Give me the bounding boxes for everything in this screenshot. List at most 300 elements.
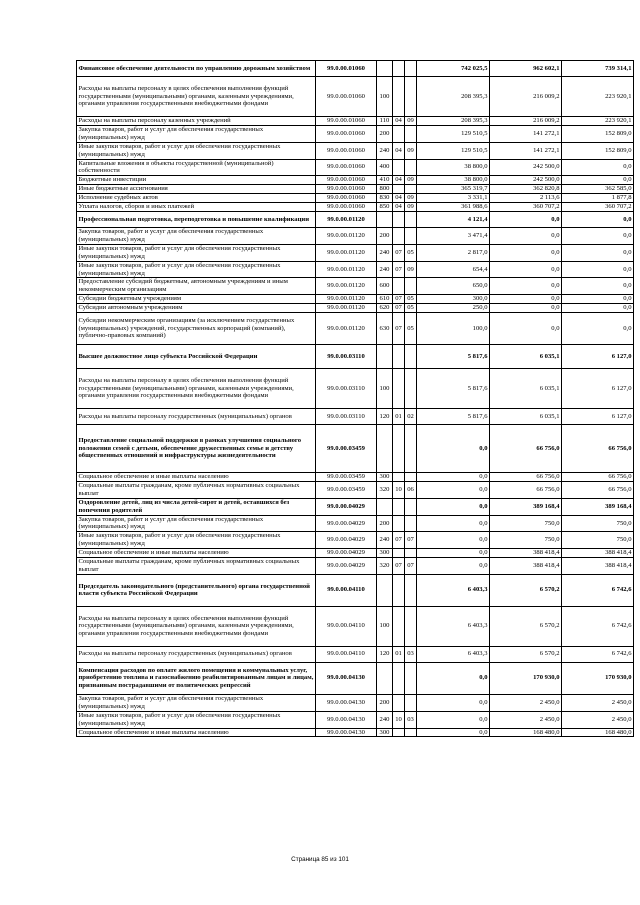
budget-table bbox=[76, 60, 634, 737]
row-section: 07 bbox=[393, 304, 405, 313]
row-value-year-1: 129 510,5 bbox=[417, 142, 490, 159]
row-value-year-1: 5 817,6 bbox=[417, 345, 490, 369]
row-section: 10 bbox=[393, 481, 405, 498]
row-name: Расходы на выплаты персоналу государственных (муниципальных) органов bbox=[77, 409, 316, 425]
row-expense-type: 240 bbox=[377, 244, 393, 261]
row-subsection: 09 bbox=[405, 203, 417, 212]
row-value-year-3: 0,0 bbox=[562, 295, 634, 304]
row-expense-type: 110 bbox=[377, 117, 393, 126]
row-value-year-2: 66 756,0 bbox=[490, 425, 562, 473]
row-value-year-2: 6 570,2 bbox=[490, 646, 562, 662]
table-row bbox=[77, 185, 634, 194]
row-name: Исполнение судебных актов bbox=[77, 194, 316, 203]
row-target-code: 99.0.00.01060 bbox=[316, 125, 377, 142]
row-section bbox=[393, 211, 405, 227]
row-value-year-3: 362 585,0 bbox=[562, 185, 634, 194]
row-section bbox=[393, 278, 405, 295]
table-row bbox=[77, 425, 634, 473]
row-section: 07 bbox=[393, 313, 405, 345]
row-subsection bbox=[405, 425, 417, 473]
budget-table-sheet bbox=[76, 60, 638, 737]
row-section bbox=[393, 369, 405, 409]
row-name: Закупка товаров, работ и услуг для обеспечения государственных (муниципальных) нужд bbox=[77, 227, 316, 244]
row-expense-type bbox=[377, 498, 393, 515]
row-value-year-2: 242 500,0 bbox=[490, 159, 562, 176]
table-row bbox=[77, 304, 634, 313]
row-target-code: 99.0.00.04029 bbox=[316, 532, 377, 549]
row-value-year-2: 6 035,1 bbox=[490, 369, 562, 409]
row-value-year-3: 152 809,0 bbox=[562, 142, 634, 159]
table-row bbox=[77, 558, 634, 575]
row-expense-type bbox=[377, 211, 393, 227]
row-value-year-2: 66 756,0 bbox=[490, 481, 562, 498]
row-expense-type: 120 bbox=[377, 409, 393, 425]
row-value-year-1: 0,0 bbox=[417, 728, 490, 737]
row-value-year-2: 0,0 bbox=[490, 278, 562, 295]
row-value-year-2: 360 707,2 bbox=[490, 203, 562, 212]
row-value-year-3: 360 707,2 bbox=[562, 203, 634, 212]
row-value-year-1: 6 403,3 bbox=[417, 574, 490, 606]
row-expense-type: 100 bbox=[377, 606, 393, 646]
row-subsection: 03 bbox=[405, 646, 417, 662]
row-value-year-3: 66 756,0 bbox=[562, 473, 634, 482]
row-value-year-1: 300,0 bbox=[417, 295, 490, 304]
row-expense-type: 200 bbox=[377, 515, 393, 532]
row-expense-type: 200 bbox=[377, 227, 393, 244]
row-target-code: 99.0.00.01060 bbox=[316, 176, 377, 185]
row-name: Социальные выплаты гражданам, кроме публичных нормативных социальных выплат bbox=[77, 558, 316, 575]
table-row bbox=[77, 481, 634, 498]
row-value-year-1: 0,0 bbox=[417, 481, 490, 498]
row-subsection: 05 bbox=[405, 304, 417, 313]
row-value-year-1: 0,0 bbox=[417, 662, 490, 694]
row-subsection bbox=[405, 125, 417, 142]
row-section bbox=[393, 77, 405, 117]
row-value-year-2: 388 418,4 bbox=[490, 549, 562, 558]
table-row bbox=[77, 646, 634, 662]
row-value-year-1: 38 800,0 bbox=[417, 176, 490, 185]
row-expense-type: 200 bbox=[377, 694, 393, 711]
row-value-year-2: 0,0 bbox=[490, 295, 562, 304]
row-value-year-3: 6 742,6 bbox=[562, 646, 634, 662]
row-name: Финансовое обеспечение деятельности по управлению дорожным хозяйством bbox=[77, 61, 316, 77]
row-value-year-1: 100,0 bbox=[417, 313, 490, 345]
page-number: Страница 85 из 101 bbox=[291, 856, 349, 863]
row-value-year-2: 389 168,4 bbox=[490, 498, 562, 515]
row-value-year-1: 208 395,3 bbox=[417, 117, 490, 126]
row-value-year-1: 0,0 bbox=[417, 711, 490, 728]
row-name: Председатель законодательного (представительного) органа государственной власти субъекта Российской Федерации bbox=[77, 574, 316, 606]
row-expense-type: 320 bbox=[377, 481, 393, 498]
row-target-code: 99.0.00.01060 bbox=[316, 159, 377, 176]
row-expense-type: 240 bbox=[377, 142, 393, 159]
row-value-year-3: 0,0 bbox=[562, 304, 634, 313]
row-value-year-3: 0,0 bbox=[562, 211, 634, 227]
row-section bbox=[393, 606, 405, 646]
row-expense-type: 620 bbox=[377, 304, 393, 313]
row-expense-type: 600 bbox=[377, 278, 393, 295]
row-section: 01 bbox=[393, 409, 405, 425]
row-value-year-1: 3 471,4 bbox=[417, 227, 490, 244]
table-row bbox=[77, 498, 634, 515]
row-target-code: 99.0.00.04110 bbox=[316, 606, 377, 646]
table-row bbox=[77, 549, 634, 558]
row-value-year-1: 38 800,0 bbox=[417, 159, 490, 176]
row-value-year-1: 6 403,3 bbox=[417, 606, 490, 646]
row-name: Иные закупки товаров, работ и услуг для обеспечения государственных (муниципальных) нужд bbox=[77, 261, 316, 278]
row-name: Иные закупки товаров, работ и услуг для обеспечения государственных (муниципальных) нужд bbox=[77, 532, 316, 549]
table-row bbox=[77, 194, 634, 203]
row-subsection: 02 bbox=[405, 409, 417, 425]
row-expense-type: 100 bbox=[377, 77, 393, 117]
row-section bbox=[393, 728, 405, 737]
row-value-year-2: 0,0 bbox=[490, 261, 562, 278]
row-value-year-2: 66 756,0 bbox=[490, 473, 562, 482]
row-value-year-1: 650,0 bbox=[417, 278, 490, 295]
row-subsection bbox=[405, 211, 417, 227]
row-value-year-3: 2 450,0 bbox=[562, 694, 634, 711]
table-row bbox=[77, 711, 634, 728]
row-target-code: 99.0.00.04110 bbox=[316, 646, 377, 662]
row-expense-type: 300 bbox=[377, 728, 393, 737]
row-value-year-1: 742 025,5 bbox=[417, 61, 490, 77]
table-row bbox=[77, 345, 634, 369]
table-row bbox=[77, 244, 634, 261]
row-target-code: 99.0.00.01060 bbox=[316, 203, 377, 212]
row-name: Расходы на выплаты персоналу казенных учреждений bbox=[77, 117, 316, 126]
row-name: Закупка товаров, работ и услуг для обеспечения государственных (муниципальных) нужд bbox=[77, 515, 316, 532]
row-section bbox=[393, 662, 405, 694]
row-subsection bbox=[405, 345, 417, 369]
row-section: 04 bbox=[393, 203, 405, 212]
row-name: Субсидии бюджетным учреждениям bbox=[77, 295, 316, 304]
table-row bbox=[77, 176, 634, 185]
row-target-code: 99.0.00.01120 bbox=[316, 211, 377, 227]
row-target-code: 99.0.00.01120 bbox=[316, 304, 377, 313]
row-expense-type: 830 bbox=[377, 194, 393, 203]
row-target-code: 99.0.00.04029 bbox=[316, 549, 377, 558]
row-value-year-2: 2 113,6 bbox=[490, 194, 562, 203]
row-value-year-3: 1 877,8 bbox=[562, 194, 634, 203]
row-value-year-3: 0,0 bbox=[562, 313, 634, 345]
row-subsection bbox=[405, 278, 417, 295]
row-value-year-3: 750,0 bbox=[562, 515, 634, 532]
row-section bbox=[393, 473, 405, 482]
row-subsection: 05 bbox=[405, 295, 417, 304]
row-target-code: 99.0.00.01120 bbox=[316, 261, 377, 278]
row-value-year-3: 0,0 bbox=[562, 176, 634, 185]
row-value-year-3: 388 418,4 bbox=[562, 558, 634, 575]
row-subsection bbox=[405, 473, 417, 482]
row-name: Профессиональная подготовка, переподготовка и повышение квалификации bbox=[77, 211, 316, 227]
table-row bbox=[77, 728, 634, 737]
table-row bbox=[77, 574, 634, 606]
row-value-year-1: 5 817,6 bbox=[417, 369, 490, 409]
row-value-year-2: 141 272,1 bbox=[490, 142, 562, 159]
row-value-year-1: 208 395,3 bbox=[417, 77, 490, 117]
row-section: 07 bbox=[393, 261, 405, 278]
row-subsection bbox=[405, 694, 417, 711]
row-target-code: 99.0.00.04110 bbox=[316, 574, 377, 606]
row-subsection bbox=[405, 728, 417, 737]
row-value-year-2: 750,0 bbox=[490, 515, 562, 532]
row-target-code: 99.0.00.03110 bbox=[316, 345, 377, 369]
row-value-year-2: 6 035,1 bbox=[490, 345, 562, 369]
row-expense-type: 850 bbox=[377, 203, 393, 212]
row-name: Закупка товаров, работ и услуг для обеспечения государственных (муниципальных) нужд bbox=[77, 125, 316, 142]
row-section bbox=[393, 227, 405, 244]
row-expense-type: 120 bbox=[377, 646, 393, 662]
table-body bbox=[77, 61, 634, 737]
row-name: Расходы на выплаты персоналу в целях обеспечения выполнения функций государственными (муниципальными) органами, казенными учреждениями, органами управления государственными внебюджетными фондами bbox=[77, 606, 316, 646]
row-subsection: 05 bbox=[405, 244, 417, 261]
row-value-year-3: 0,0 bbox=[562, 278, 634, 295]
row-section: 04 bbox=[393, 194, 405, 203]
row-expense-type: 240 bbox=[377, 261, 393, 278]
row-section: 04 bbox=[393, 117, 405, 126]
row-value-year-3: 6 127,0 bbox=[562, 369, 634, 409]
row-name: Расходы на выплаты персоналу в целях обеспечения выполнения функций государственными (муниципальными) органами, казенными учреждениями, органами управления государственными внебюджетными фондами bbox=[77, 369, 316, 409]
row-value-year-3: 223 920,1 bbox=[562, 117, 634, 126]
row-expense-type: 300 bbox=[377, 473, 393, 482]
row-value-year-3: 6 127,0 bbox=[562, 345, 634, 369]
row-value-year-2: 168 480,0 bbox=[490, 728, 562, 737]
row-section bbox=[393, 515, 405, 532]
row-value-year-2: 0,0 bbox=[490, 227, 562, 244]
row-name: Расходы на выплаты персоналу государственных (муниципальных) органов bbox=[77, 646, 316, 662]
table-row bbox=[77, 278, 634, 295]
row-name: Социальные выплаты гражданам, кроме публичных нормативных социальных выплат bbox=[77, 481, 316, 498]
row-expense-type: 410 bbox=[377, 176, 393, 185]
row-target-code: 99.0.00.01060 bbox=[316, 142, 377, 159]
row-value-year-2: 216 009,2 bbox=[490, 117, 562, 126]
row-value-year-2: 242 500,0 bbox=[490, 176, 562, 185]
row-expense-type bbox=[377, 345, 393, 369]
row-value-year-1: 3 331,1 bbox=[417, 194, 490, 203]
row-value-year-3: 6 127,0 bbox=[562, 409, 634, 425]
row-section bbox=[393, 185, 405, 194]
row-expense-type: 240 bbox=[377, 532, 393, 549]
row-name: Предоставление субсидий бюджетным, автономным учреждениям и иным некоммерческим организациям bbox=[77, 278, 316, 295]
row-subsection bbox=[405, 549, 417, 558]
row-subsection: 06 bbox=[405, 481, 417, 498]
row-section: 07 bbox=[393, 532, 405, 549]
row-target-code: 99.0.00.01060 bbox=[316, 185, 377, 194]
table-row bbox=[77, 61, 634, 77]
row-value-year-1: 0,0 bbox=[417, 473, 490, 482]
table-row bbox=[77, 211, 634, 227]
row-value-year-1: 0,0 bbox=[417, 532, 490, 549]
table-row bbox=[77, 409, 634, 425]
row-value-year-3: 168 480,0 bbox=[562, 728, 634, 737]
row-name: Иные закупки товаров, работ и услуг для обеспечения государственных (муниципальных) нужд bbox=[77, 244, 316, 261]
row-name: Иные закупки товаров, работ и услуг для обеспечения государственных (муниципальных) нужд bbox=[77, 142, 316, 159]
row-target-code: 99.0.00.01120 bbox=[316, 227, 377, 244]
row-target-code: 99.0.00.04130 bbox=[316, 662, 377, 694]
row-name: Субсидии некоммерческим организациям (за исключением государственных (муниципальных) учреждений, государственных корпораций (компаний), публично-правовых компаний) bbox=[77, 313, 316, 345]
row-subsection: 03 bbox=[405, 711, 417, 728]
row-value-year-3: 6 742,6 bbox=[562, 606, 634, 646]
row-value-year-3: 152 809,0 bbox=[562, 125, 634, 142]
row-name: Капитальные вложения в объекты государственной (муниципальной) собственности bbox=[77, 159, 316, 176]
row-target-code: 99.0.00.04029 bbox=[316, 558, 377, 575]
table-row bbox=[77, 532, 634, 549]
table-row bbox=[77, 159, 634, 176]
row-name: Уплата налогов, сборов и иных платежей bbox=[77, 203, 316, 212]
row-value-year-1: 6 403,3 bbox=[417, 646, 490, 662]
table-row bbox=[77, 662, 634, 694]
row-name: Расходы на выплаты персоналу в целях обеспечения выполнения функций государственными (муниципальными) органами, казенными учреждениями, органами управления государственными внебюджетными фондами bbox=[77, 77, 316, 117]
row-subsection: 09 bbox=[405, 176, 417, 185]
row-value-year-2: 170 930,0 bbox=[490, 662, 562, 694]
row-expense-type: 240 bbox=[377, 711, 393, 728]
row-value-year-1: 0,0 bbox=[417, 549, 490, 558]
row-subsection bbox=[405, 498, 417, 515]
row-section bbox=[393, 345, 405, 369]
row-target-code: 99.0.00.01120 bbox=[316, 295, 377, 304]
row-name: Социальное обеспечение и иные выплаты населению bbox=[77, 728, 316, 737]
row-value-year-2: 0,0 bbox=[490, 313, 562, 345]
row-value-year-1: 0,0 bbox=[417, 515, 490, 532]
row-value-year-3: 0,0 bbox=[562, 261, 634, 278]
row-section: 10 bbox=[393, 711, 405, 728]
row-value-year-1: 250,0 bbox=[417, 304, 490, 313]
row-value-year-1: 654,4 bbox=[417, 261, 490, 278]
row-name: Предоставление социальной поддержки в рамках улучшения социального положения семей с детьми, обеспечение дружественных семье и детству общественных отношений и инфраструктуры жизнедеятельности bbox=[77, 425, 316, 473]
row-subsection: 07 bbox=[405, 532, 417, 549]
table-row bbox=[77, 295, 634, 304]
row-expense-type: 200 bbox=[377, 125, 393, 142]
row-value-year-2: 0,0 bbox=[490, 244, 562, 261]
row-name: Компенсация расходов по оплате жилого помещения и коммунальных услуг, приобретению топлива и газоснабжению реабилитированным лицам и лицам, признанным пострадавшими от политических репрессий bbox=[77, 662, 316, 694]
row-subsection: 09 bbox=[405, 194, 417, 203]
row-section bbox=[393, 498, 405, 515]
row-target-code: 99.0.00.03110 bbox=[316, 409, 377, 425]
table-row bbox=[77, 515, 634, 532]
row-target-code: 99.0.00.01060 bbox=[316, 77, 377, 117]
row-target-code: 99.0.00.01060 bbox=[316, 61, 377, 77]
row-value-year-2: 6 570,2 bbox=[490, 606, 562, 646]
row-value-year-1: 5 817,6 bbox=[417, 409, 490, 425]
table-row bbox=[77, 606, 634, 646]
row-target-code: 99.0.00.01120 bbox=[316, 244, 377, 261]
row-expense-type: 400 bbox=[377, 159, 393, 176]
row-value-year-3: 6 742,6 bbox=[562, 574, 634, 606]
row-value-year-2: 0,0 bbox=[490, 211, 562, 227]
row-name: Оздоровление детей, лиц из числа детей-сирот и детей, оставшихся без попечения родителей bbox=[77, 498, 316, 515]
row-value-year-1: 0,0 bbox=[417, 694, 490, 711]
row-expense-type bbox=[377, 574, 393, 606]
row-value-year-2: 388 418,4 bbox=[490, 558, 562, 575]
row-value-year-2: 2 450,0 bbox=[490, 694, 562, 711]
row-target-code: 99.0.00.01060 bbox=[316, 194, 377, 203]
row-value-year-3: 0,0 bbox=[562, 244, 634, 261]
table-row bbox=[77, 142, 634, 159]
row-value-year-3: 388 418,4 bbox=[562, 549, 634, 558]
row-subsection bbox=[405, 159, 417, 176]
row-expense-type bbox=[377, 61, 393, 77]
row-section: 04 bbox=[393, 142, 405, 159]
row-expense-type bbox=[377, 425, 393, 473]
row-value-year-3: 750,0 bbox=[562, 532, 634, 549]
row-subsection: 05 bbox=[405, 313, 417, 345]
row-value-year-2: 216 009,2 bbox=[490, 77, 562, 117]
row-target-code: 99.0.00.04029 bbox=[316, 515, 377, 532]
row-subsection: 09 bbox=[405, 142, 417, 159]
row-value-year-3: 223 920,1 bbox=[562, 77, 634, 117]
table-row bbox=[77, 203, 634, 212]
row-target-code: 99.0.00.03459 bbox=[316, 481, 377, 498]
row-value-year-1: 0,0 bbox=[417, 498, 490, 515]
table-row bbox=[77, 227, 634, 244]
row-subsection bbox=[405, 61, 417, 77]
row-section bbox=[393, 574, 405, 606]
row-subsection bbox=[405, 185, 417, 194]
row-expense-type: 610 bbox=[377, 295, 393, 304]
row-expense-type: 320 bbox=[377, 558, 393, 575]
table-row bbox=[77, 117, 634, 126]
row-name: Иные закупки товаров, работ и услуг для обеспечения государственных (муниципальных) нужд bbox=[77, 711, 316, 728]
row-subsection bbox=[405, 606, 417, 646]
row-value-year-2: 2 450,0 bbox=[490, 711, 562, 728]
row-name: Социальное обеспечение и иные выплаты населению bbox=[77, 549, 316, 558]
row-target-code: 99.0.00.03459 bbox=[316, 425, 377, 473]
row-value-year-3: 66 756,0 bbox=[562, 481, 634, 498]
row-section bbox=[393, 125, 405, 142]
row-value-year-2: 962 602,1 bbox=[490, 61, 562, 77]
row-expense-type: 100 bbox=[377, 369, 393, 409]
row-target-code: 99.0.00.04130 bbox=[316, 694, 377, 711]
row-name: Бюджетные инвестиции bbox=[77, 176, 316, 185]
row-value-year-1: 365 319,7 bbox=[417, 185, 490, 194]
row-section: 07 bbox=[393, 295, 405, 304]
row-value-year-1: 129 510,5 bbox=[417, 125, 490, 142]
row-target-code: 99.0.00.01120 bbox=[316, 313, 377, 345]
table-row bbox=[77, 473, 634, 482]
row-value-year-2: 6 035,1 bbox=[490, 409, 562, 425]
table-row bbox=[77, 261, 634, 278]
row-value-year-3: 0,0 bbox=[562, 227, 634, 244]
row-target-code: 99.0.00.04130 bbox=[316, 728, 377, 737]
row-name: Закупка товаров, работ и услуг для обеспечения государственных (муниципальных) нужд bbox=[77, 694, 316, 711]
row-target-code: 99.0.00.03459 bbox=[316, 473, 377, 482]
row-section bbox=[393, 159, 405, 176]
row-value-year-1: 4 121,4 bbox=[417, 211, 490, 227]
row-subsection: 09 bbox=[405, 261, 417, 278]
row-subsection: 09 bbox=[405, 117, 417, 126]
row-name: Высшее должностное лицо субъекта Российской Федерации bbox=[77, 345, 316, 369]
row-subsection bbox=[405, 574, 417, 606]
row-subsection bbox=[405, 227, 417, 244]
row-subsection: 07 bbox=[405, 558, 417, 575]
row-value-year-2: 141 272,1 bbox=[490, 125, 562, 142]
table-row bbox=[77, 694, 634, 711]
row-value-year-3: 170 930,0 bbox=[562, 662, 634, 694]
row-expense-type bbox=[377, 662, 393, 694]
row-value-year-1: 2 817,0 bbox=[417, 244, 490, 261]
row-name: Иные бюджетные ассигнования bbox=[77, 185, 316, 194]
table-row bbox=[77, 369, 634, 409]
row-expense-type: 300 bbox=[377, 549, 393, 558]
table-row bbox=[77, 313, 634, 345]
row-value-year-3: 0,0 bbox=[562, 159, 634, 176]
row-name: Социальное обеспечение и иные выплаты населению bbox=[77, 473, 316, 482]
table-row bbox=[77, 77, 634, 117]
row-expense-type: 800 bbox=[377, 185, 393, 194]
row-target-code: 99.0.00.01060 bbox=[316, 117, 377, 126]
row-value-year-2: 750,0 bbox=[490, 532, 562, 549]
row-value-year-2: 0,0 bbox=[490, 304, 562, 313]
